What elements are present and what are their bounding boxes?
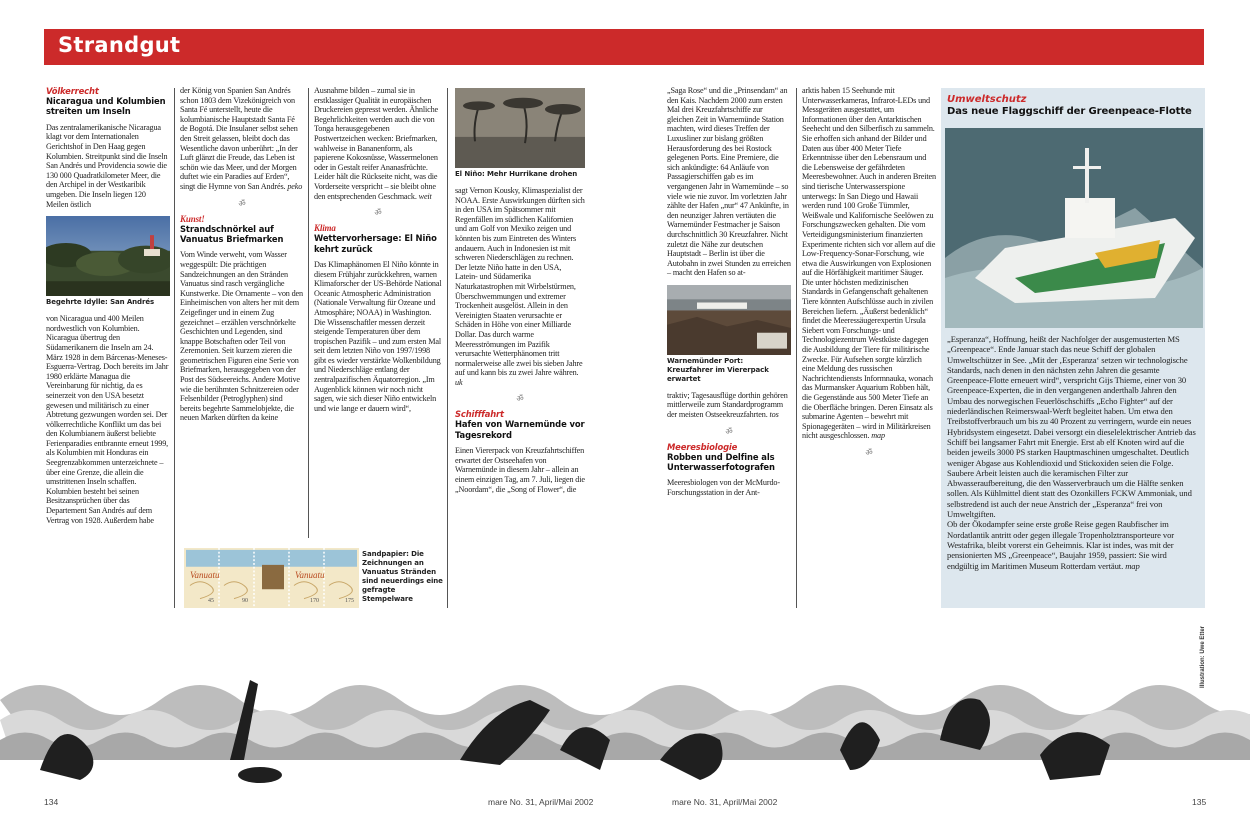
article-text: „Esperanza“, Hoffnung, heißt der Nachfolger der ausgemusterten MS „Greenpeace“. Ende Januar stach das neue Schiff der globalen Umweltschützer in See. „Mit der ‚Esperanza‘ setzen wir technologische Standards, nach denen in den nächsten zehn Jahren die gesamte Greenpeace-Flotte erneuert wird“, verspricht Gijs Thieme, einer von 30 Greenpeace-Experten, die in den vergangenen anderthalb Jahren den Umbau des norwegischen Feuerlöschschiffs „Echo Fighter“ auf der niederländischen Reimerswaal-Werft begleitet haben. Um etwa den Treibstoffverbrauch um bis zu 40 Prozent zu verringern, wurde ein neues Hybridsystem eingesetzt. Dabei versorgt ein dieselelektrischer Antrieb das Schiff bei langsamer Fahrt mit Energie. Erst ab elf Knoten wird auf die beiden jeweils 3000 PS starken Hauptmaschinen umgeschaltet. Deutlich weniger Abgase aus Kohlendioxid und Stickoxiden seien die Folge. Saubere Arbeit leisten auch die keramischen Filter zur Abwasseraufbereitung, die den Wasserverbrauch um die Hälfte senken sollen. Als Kühlmittel dient statt des Ozonkillers FCKW Ammoniak, und selbstredend ist auch der neue Anstrich der „Esperanza“ frei von Umweltgiften. [947, 334, 1196, 520]
column-6 [802, 86, 936, 463]
separator-icon: ॐ [725, 426, 733, 436]
photo-san-andres [46, 216, 170, 296]
article-headline: Das neue Flaggschiff der Greenpeace-Flotte [947, 106, 1192, 117]
article-text: Vom Winde verweht, vom Wasser weggespült: Die prächtigen Sandzeichnungen an den Stränden Vanuatus sind rasch vergängliche Kunstwerke. Die Ornamente – von den Einheimischen von alters her mit dem Zeigefinger und in einem Zug gezeichnet – erzählen verschnörkelte Geschichten und Legenden, sind knappe Botschaften oder Teil von Zeremonien. Seit kurzem zieren die geometrischen Figuren eine Serie von Briefmarken, herausgegeben von der Post des Südseereichs. Andere Motive wie die berühmten Schnitzereien oder Felsenbilder (Petroglyphen) sind bereits begehrte Sammelobjekte, die neuen Marken dürften da keine [180, 250, 303, 423]
issue-line-right: mare No. 31, April/Mai 2002 [672, 797, 778, 807]
page-number-right: 135 [1192, 797, 1207, 807]
article-text: Ob der Ökodampfer seine erste große Reise gegen Raubfischer im Nordatlantik antritt oder gegen illegale Tropenholztransporteure vor Westafrika, bleibt vorerst ein Geheimnis. Klar ist indes, was mit der pensionierten MS „Greenpeace“, Baujahr 1959, passiert: Sie wird endgültig im Maritimen Museum Rotterdam vertäut. map [947, 519, 1175, 571]
column-rule [308, 88, 309, 538]
separator-icon: ॐ [865, 447, 873, 457]
article-text: von Nicaragua und 400 Meilen nordwestlich von Kolumbien. Nicaragua übertrug den Südamerikanern die Inseln am 24. März 1928 in dem Bárcenas-Meneses-Esguerra-Vertrag. Doch bereits im Jahr 1980 erklärte Managua die Vereinbarung für nichtig, da es seinerzeit von den USA besetzt gewesen und militärisch zu einer Abtretung gezwungen worden sei. Der völkerrechtliche Konflikt um das bei den Kolumbianern äußerst beliebte Ferienparadies entbrannte erneut 1999, als Kolumbien mit Honduras ein Seegrenzabkommen unterzeichnete – über eine Grenze, die allein die umstrittenen Inseln schaffen. Kolumbien besteht bei seinen Besitzansprüchen über das Departement San Andrés auf dem Vertrag von 1928. Außerdem habe [46, 314, 169, 525]
article-headline: Nicaragua und Kolumbien streiten um Inseln [46, 96, 166, 117]
stamp-value: 170 [310, 598, 319, 604]
column-3 [314, 86, 442, 413]
dept-label: Kunst! [180, 213, 205, 224]
author-signature: uk [455, 377, 463, 387]
issue-line-left: mare No. 31, April/Mai 2002 [488, 797, 594, 807]
author-signature: weit [418, 191, 432, 201]
photo-el-nino-palms [455, 88, 585, 168]
stamp-value: 90 [242, 598, 248, 604]
article-text: Das Klimaphänomen El Niño könnte in diesem Frühjahr zurückkehren, warnen Klimaforscher der US-Behörde National Oceanic Atmospheric Administration (Nationale Verwaltung für Ozeane und Atmosphäre; NOAA) in Washington. Die Wissenschaftler messen derzeit steigende Temperaturen über dem tropischen Pazifik – und zum ersten Mal seit dem letzten Niño von 1997/1998 gibt es wieder verstärkte Wolkenbildung und Niederschläge entlang der zentralpazifischen Äquatorregion. „Im Augenblick können wir noch nicht sagen, wie sich dieser Niño entwickeln und wie lange er dauern wird“, [314, 259, 442, 413]
illustration-credit: Illustration: Uwe Etter [1200, 625, 1206, 688]
photo-caption: El Niño: Mehr Hurrikane drohen [455, 170, 578, 178]
separator-icon: ॐ [516, 394, 524, 404]
author-signature: map [871, 431, 885, 441]
stamp-country: Vanuatu [190, 570, 220, 580]
article-text: „Saga Rose“ und die „Prinsendam“ an den Kais. Nachdem 2000 zum ersten Mal drei Kreuzfahrtschiffe zur gleichen Zeit in Warnemünde Station machten, wird dieses Treffen der Luxusliner zur bislang größten Herausforderung des bei Rostock gelegenen Ports. Eine Premiere, die sich ankündigte: 64 Anläufe von Passagierschiffen gab es im vergangenen Jahr in Warnemünde – so viele wie nie zuvor. Im vorletzten Jahr zählte der Hafen „nur“ 47 Ankünfte, in den neunziger Jahren vertäuten die Warnemünder Festmacher je Saison durchschnittlich 30 Kreuzfahrer. Nicht zuletzt die Nähe zur deutschen Hauptstadt – Berlin ist über die Autobahn in zwei Stunden zu erreichen – macht den Hafen so at- [667, 86, 791, 278]
article-text: Ausnahme bilden – zumal sie in erstklassiger Qualität in europäischen Druckereien gepresst werden. Ähnliche Begehrlichkeiten werden auch die von Tonga herausgegebenen Postwertzeichen wecken: Briefmarken, wahlweise in Bananenform, als papierene Kokosnüsse, Wassermelonen oder in Gestalt reifer Ananasfrüchte. Leider hält die Rückseite nicht, was die Vorderseite verspricht – sie bleibt ohne den entsprechenden Geschmack. weit [314, 86, 439, 201]
photo-caption: Warnemünder Port: Kreuzfahrer im Viererpack erwartet [667, 356, 769, 383]
dept-label: Klima [314, 223, 336, 234]
photo-caption: Begehrte Idylle: San Andrés [46, 298, 155, 307]
column-rule [796, 88, 797, 608]
stamp-country: Vanuatu [295, 570, 325, 580]
column-rule [174, 88, 175, 608]
article-text: Meeresbiologen von der McMurdo-Forschungsstation in der Ant- [667, 478, 780, 498]
article-headline: Strandschnörkel auf Vanuatus Briefmarken [180, 223, 284, 244]
author-signature: map [1125, 560, 1140, 571]
illustration-sea-flotsam [0, 640, 1250, 790]
page-number-left: 134 [44, 797, 59, 807]
article-text: traktiv; Tagesausflüge dorthin gehören mittlerweile zum Standardprogramm der meisten Ostseekreuzfahrten. tos [667, 390, 788, 420]
photo-esperanza-ship [945, 128, 1203, 328]
dept-label: Völkerrecht [46, 86, 99, 96]
separator-icon: ॐ [238, 198, 246, 208]
photo-vanuatu-stamps [184, 548, 359, 608]
article-headline: Robben und Delfine als Unterwasserfotografen [667, 451, 775, 473]
separator-icon: ॐ [374, 208, 382, 218]
dept-label: Meeresbiologie [667, 441, 738, 452]
column-2 [180, 86, 304, 423]
photo-warnemuende-port [667, 285, 791, 355]
column-4 [455, 88, 585, 494]
section-banner [44, 29, 1204, 65]
article-text: der König von Spanien San Andrés schon 1803 dem Vizekönigreich von Santa Fé unterstellt, heute die kolumbianische Hauptstadt Santa Fé de Bogotá. Die Insulaner selbst sehen den Streit gelassen, bleibt doch das Wesentliche davon unberührt: „In der Luft glänzt die Freude, das Leben ist schön wie das Meer, und der Morgen duftet wie ein Paradies auf Erden“, singt die Hymne von San Andrés. peko [180, 86, 303, 191]
author-signature: peko [287, 181, 303, 191]
article-text: sagt Vernon Kousky, Klimaspezialist der NOAA. Erste Auswirkungen dürften sich in den USA im Spätsommer mit Regenfällen im südlichen Kalifornien und am Golf von Mexiko zeigen und könnten bis zum Eintreten des Winters andauern. Auch in Indonesien ist mit schweren Niederschlägen zu rechnen. Der letzte Niño hatte in den USA, Latein- und Südamerika Naturkatastrophen mit Wirbelstürmen, Überschwemmungen und extremer Trockenheit ausgelöst. Allein in den Vereinigten Staaten verursachte er Schäden in Höhe von einer Milliarde Dollar. Das durch warme Meeresströmungen im Pazifik verursachte Wetterphänomen tritt normalerweise alle zwei bis sieben Jahre auf und kann bis zu zwei Jahre währen. uk [455, 186, 585, 387]
column-5 [667, 86, 791, 498]
dept-label: Schifffahrt [455, 409, 504, 420]
article-text: Einen Viererpack von Kreuzfahrtschiffen erwartet der Ostseehafen von Warnemünde in diesem Jahr – allein an einem einzigen Tag, am 7. Juli, liegen die „Noordam“, die „Song of Flower“, die [455, 446, 585, 494]
column-1 [46, 86, 170, 525]
article-text: Das zentralamerikanische Nicaragua klagt vor dem Internationalen Gerichtshof in Den Haag gegen Kolumbien. Streitpunkt sind die Inseln San Andrés und Providencia sowie die 130 000 Quadratkilometer Meer, die den Archipel in der Westkaribik umgeben. Die Inseln liegen 120 Meilen östlich [46, 122, 168, 209]
stamp-value: 45 [208, 598, 214, 604]
article-headline: Hafen von Warnemünde vor Tagesrekord [455, 419, 585, 440]
feature-box [941, 88, 1205, 608]
article-headline: Wettervorhersage: El Niño kehrt zurück [314, 233, 437, 254]
section-title: Strandgut [58, 33, 181, 57]
photo-caption: Sandpapier: Die Zeichnungen an Vanuatus Stränden sind neuerdings eine gefragte Stempelware [362, 550, 443, 603]
column-rule [447, 88, 448, 608]
author-signature: tos [769, 410, 779, 420]
article-text: arktis haben 15 Seehunde mit Unterwasserkameras, Infrarot-LEDs und Messgeräten ausgestattet, um Informationen über den Antarktischen Seehecht und den Silberfisch zu sammeln. Sie erhoffen sich anhand der Bilder und Daten aus über 400 Meter Tiefe Erkenntnisse über den Lebensraum und die Lebensweise der gefährdeten Meeresbewohner. Auch in anderen Breiten sind tierische Unterwasserspione unterwegs: In San Diego und Hawaii werden rund 100 Große Tümmler, Weißwale und Kalifornische Seelöwen zu Forschungszwecken gehalten. Die vom Verteidigungsministerium finanzierten Experimente richten sich vor allem auf die Low-Frequency-Sonar-Forschung, wie etwa die Auswirkungen von Explosionen auf die Hörfähigkeit maritimer Säuger. Die unter höchsten medizinischen Standards in Gefangenschaft gehaltenen Tiere könnten Aufschlüsse auch in zivilen Bereichen liefern. „Äußerst bedenklich“ findet die Meeressäugerexpertin Ursula Siebert vom Forschungs- und Technologiezentrum Westküste dagegen die Ausbildung der Tiere für militärische Zwecke. Für Aufsehen sorgte kürzlich eine Meldung des russischen Nachrichtendiensts Informnauka, wonach das Murmansker Aquarium Robben hält, die Gegenstände aus 500 Meter Tiefe an die Oberfläche bringen. Deren Einsatz als submarine Agenten – bewehrt mit Spionagegeräten – wird in Militärkreisen nicht ausgeschlossen. map [802, 86, 936, 441]
dept-label: Umweltschutz [947, 94, 1027, 105]
stamp-value: 175 [345, 598, 354, 604]
